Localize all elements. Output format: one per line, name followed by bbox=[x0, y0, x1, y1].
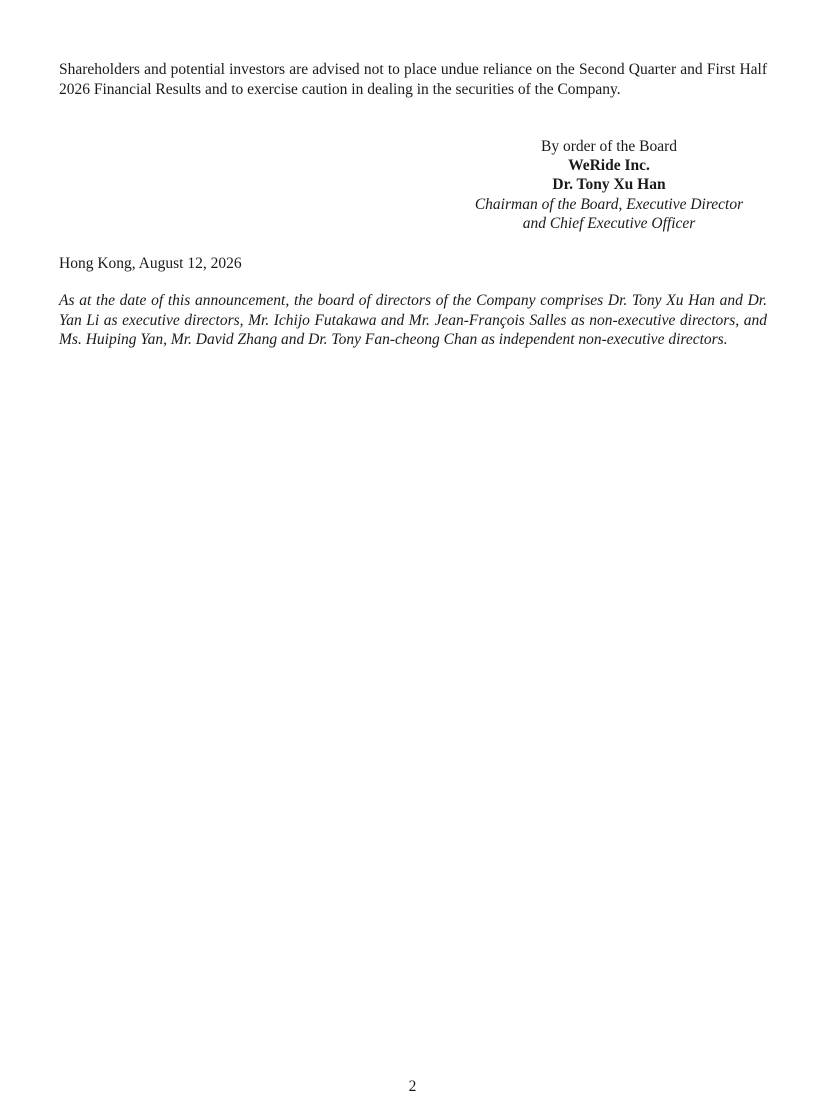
place-and-date: Hong Kong, August 12, 2026 bbox=[59, 255, 242, 272]
caution-paragraph: Shareholders and potential investors are advised not to place undue reliance on the Second Quarter and First Half 2026 Financial Results and to exercise caution in dealing in the securities of the Company. bbox=[59, 61, 767, 98]
signature-name: Dr. Tony Xu Han bbox=[552, 176, 666, 194]
signature-title-line-2: and Chief Executive Officer bbox=[522, 214, 696, 232]
signature-block bbox=[430, 137, 788, 233]
signature-title-line-1: Chairman of the Board, Executive Director bbox=[474, 195, 744, 213]
signature-order-line: By order of the Board bbox=[540, 138, 678, 155]
board-composition-paragraph: As at the date of this announcement, the board of directors of the Company comprises Dr. Tony Xu Han and Dr. Yan Li as executive directors, Mr. Ichijo Futakawa and Mr. Jean-François Salles as non-executive directors, and Ms. Huiping Yan, Mr. David Zhang and Dr. Tony Fan-cheong Chan as independent non-executive directors. bbox=[59, 292, 767, 348]
page-number: 2 bbox=[408, 1078, 417, 1095]
signature-company: WeRide Inc. bbox=[568, 157, 650, 175]
